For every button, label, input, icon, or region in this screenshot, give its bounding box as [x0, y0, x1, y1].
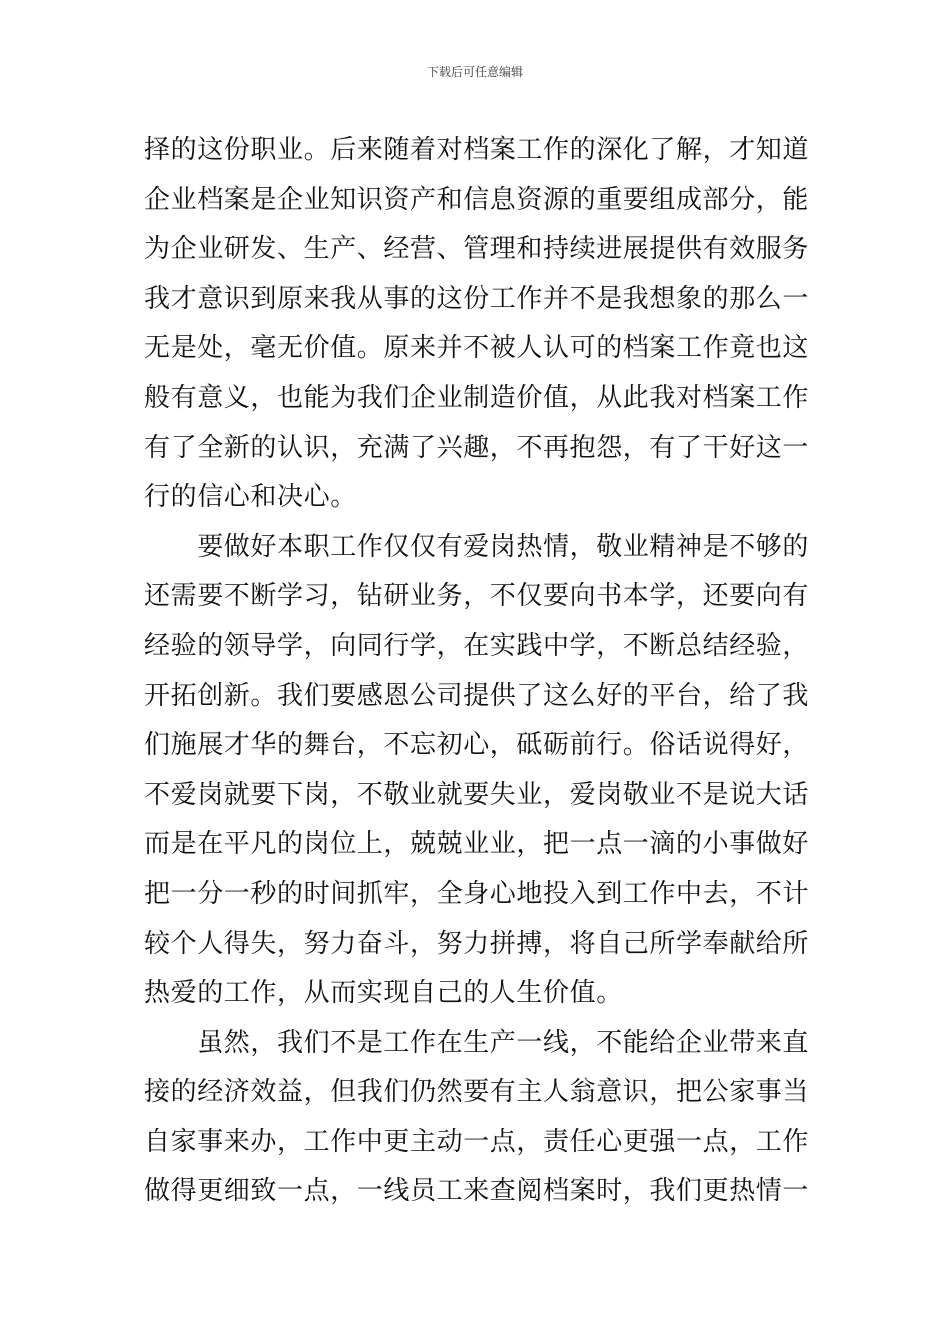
- text-line: 做得更细致一点，一线员工来查阅档案时，我们更热情一: [144, 1176, 810, 1207]
- text-line: 有了全新的认识，充满了兴趣，不再抱怨，有了干好这一: [144, 432, 810, 463]
- text-line: 企业档案是企业知识资产和信息资源的重要组成部分，能: [144, 184, 810, 215]
- text-line: 为企业研发、生产、经营、管理和持续进展提供有效服务: [144, 234, 810, 265]
- text-line: 要做好本职工作仅仅有爱岗热情，敬业精神是不够的: [144, 531, 810, 562]
- text-line: 们施展才华的舞台，不忘初心，砥砺前行。俗话说得好，: [144, 730, 810, 761]
- text-line: 不爱岗就要下岗，不敬业就要失业，爱岗敬业不是说大话: [144, 779, 810, 810]
- text-line: 而是在平凡的岗位上，兢兢业业，把一点一滴的小事做好: [144, 829, 810, 860]
- text-line: 开拓创新。我们要感恩公司提供了这么好的平台，给了我: [144, 680, 810, 711]
- text-line: 行的信心和决心。: [144, 482, 357, 513]
- paragraph-3: [144, 1019, 810, 1217]
- text-line: 般有意义，也能为我们企业制造价值，从此我对档案工作: [144, 382, 810, 413]
- text-line: 经验的领导学，向同行学，在实践中学，不断总结经验，: [144, 630, 810, 661]
- paragraph-1: [144, 126, 810, 523]
- text-line: 无是处，毫无价值。原来并不被人认可的档案工作竟也这: [144, 333, 810, 364]
- paragraph-2: [144, 523, 810, 1019]
- text-line: 自家事来办，工作中更主动一点，责任心更强一点，工作: [144, 1126, 810, 1157]
- text-line: 较个人得失，努力奋斗，努力拼搏，将自己所学奉献给所: [144, 928, 810, 959]
- document-body: [144, 126, 810, 1217]
- text-line: 把一分一秒的时间抓牢，全身心地投入到工作中去，不计: [144, 878, 810, 909]
- text-line: 虽然，我们不是工作在生产一线，不能给企业带来直: [144, 1027, 810, 1058]
- text-line: 我才意识到原来我从事的这份工作并不是我想象的那么一: [144, 283, 810, 314]
- text-line: 热爱的工作，从而实现自己的人生价值。: [144, 978, 623, 1009]
- text-line: 接的经济效益，但我们仍然要有主人翁意识，把公家事当: [144, 1077, 810, 1108]
- page-header: 下载后可任意编辑: [426, 65, 523, 79]
- text-line: 还需要不断学习，钻研业务，不仅要向书本学，还要向有: [144, 581, 810, 612]
- text-line: 择的这份职业。后来随着对档案工作的深化了解，才知道: [144, 135, 810, 165]
